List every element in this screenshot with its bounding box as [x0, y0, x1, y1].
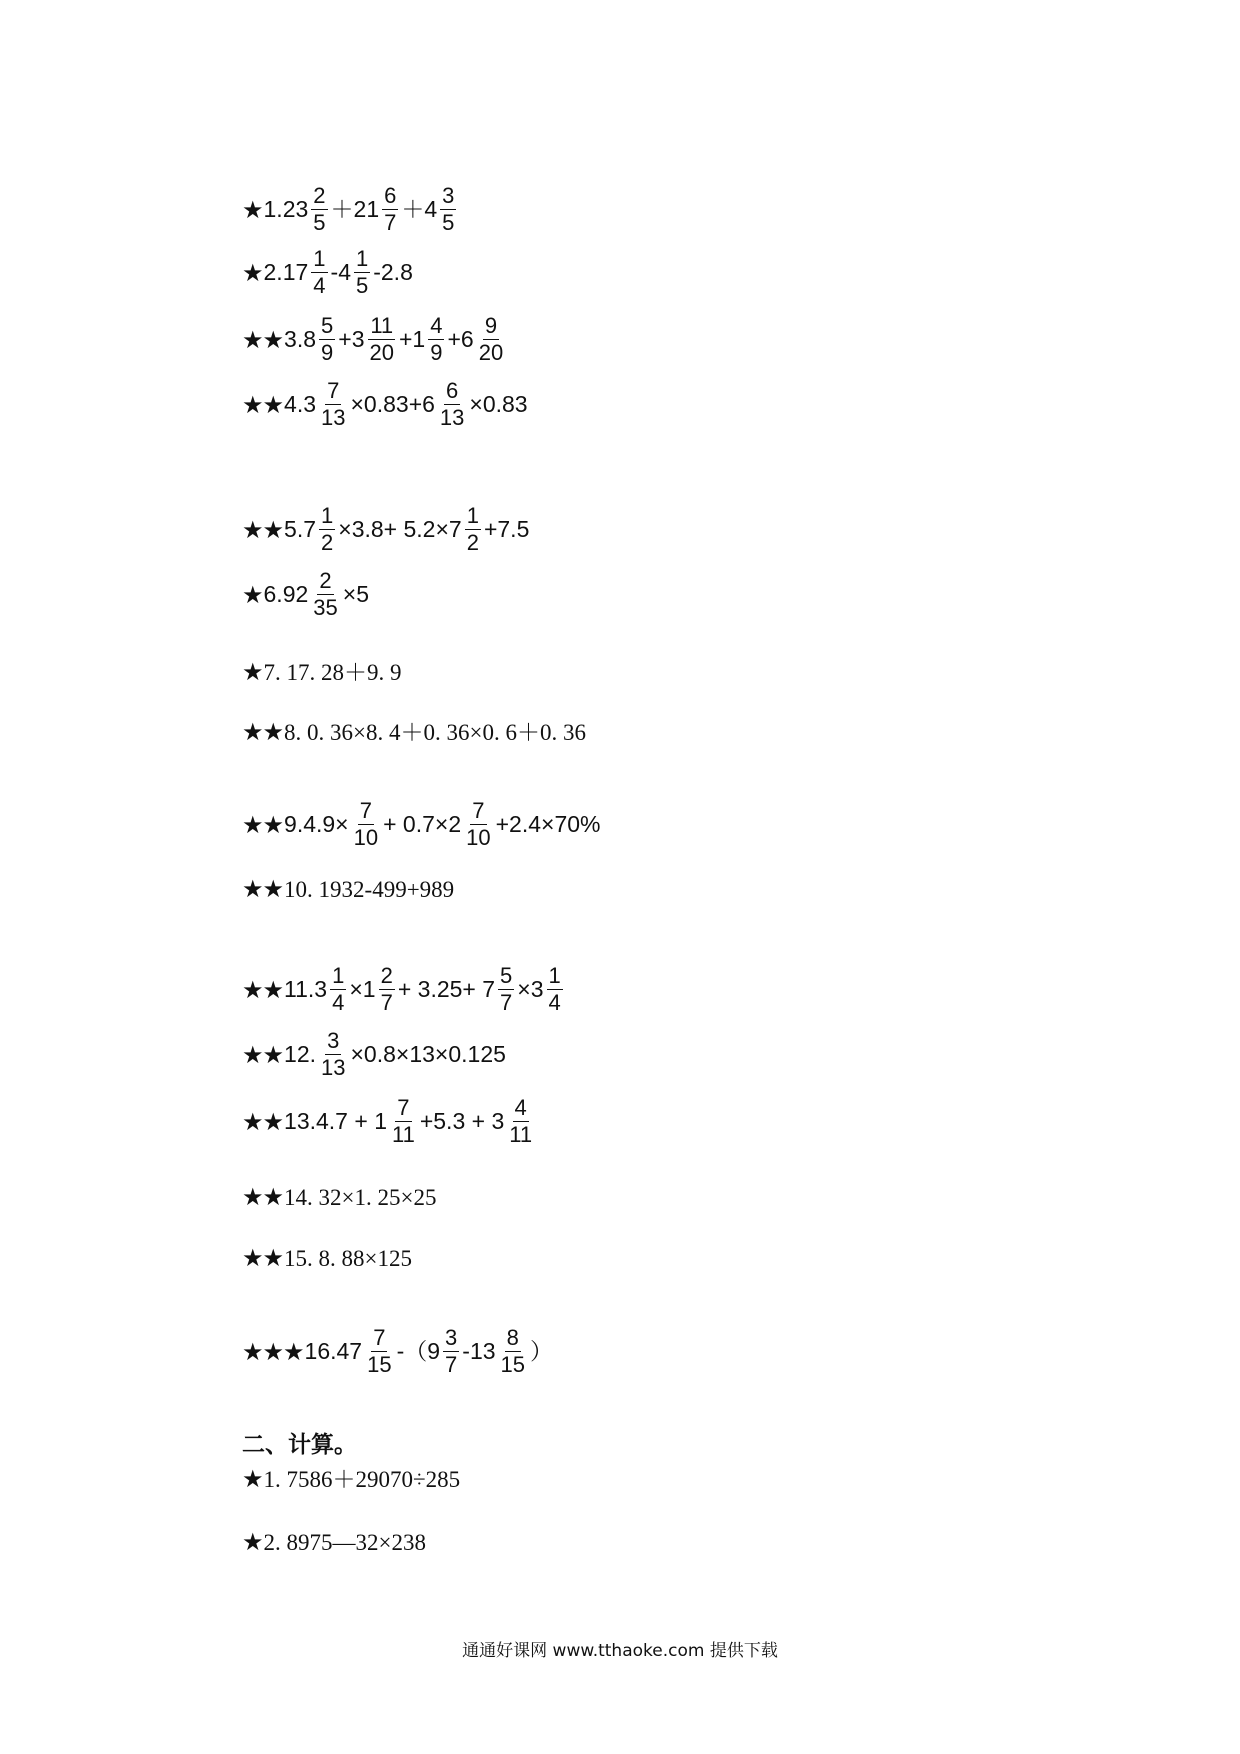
expression-text: -4	[330, 259, 351, 285]
difficulty-stars-icon: ★	[242, 258, 263, 287]
fraction-denominator: 20	[478, 340, 504, 365]
fraction	[382, 185, 398, 234]
difficulty-stars-icon: ★	[242, 1465, 263, 1493]
fraction-denominator: 5	[442, 210, 455, 235]
expression-text: -13	[462, 1338, 496, 1364]
fraction-denominator: 2	[321, 530, 334, 555]
expression-text: 2. 8975—32×238	[263, 1529, 426, 1555]
problem-2	[242, 248, 413, 297]
expression-text: 10. 1932-499+989	[284, 876, 455, 902]
fraction-numerator: 7	[373, 1325, 386, 1350]
problem-12	[242, 1030, 506, 1079]
fraction-denominator: 2	[466, 530, 479, 555]
fraction-numerator: 1	[332, 963, 345, 988]
expression-text: 7. 17. 28＋9. 9	[263, 659, 402, 685]
fraction-denominator: 4	[332, 990, 345, 1015]
fraction	[365, 1327, 393, 1376]
difficulty-stars-icon: ★	[242, 195, 263, 224]
fraction-numerator: 1	[548, 963, 561, 988]
difficulty-stars-icon: ★★★	[242, 1337, 304, 1366]
fraction-denominator: 13	[439, 405, 465, 430]
section-heading: 二、计算。	[242, 1432, 357, 1458]
difficulty-stars-icon: ★★	[242, 325, 284, 354]
fraction-numerator: 8	[506, 1325, 519, 1350]
fraction-numerator: 1	[466, 503, 479, 528]
problem-6	[242, 570, 369, 619]
expression-text: 13.4.7 + 1	[284, 1108, 387, 1134]
fraction	[465, 505, 481, 554]
fraction	[354, 248, 370, 297]
fraction-numerator: 7	[472, 798, 485, 823]
fraction	[443, 1327, 459, 1376]
fraction-numerator: 4	[514, 1095, 527, 1120]
difficulty-stars-icon: ★★	[242, 1183, 284, 1211]
fraction-numerator: 9	[484, 313, 498, 338]
difficulty-stars-icon: ★★	[242, 810, 284, 839]
fraction-denominator: 11	[509, 1122, 533, 1147]
problem-10	[242, 877, 454, 901]
difficulty-stars-icon: ★	[242, 658, 263, 686]
fraction-denominator: 7	[384, 210, 397, 235]
fraction	[440, 185, 456, 234]
fraction-denominator: 11	[391, 1122, 415, 1147]
expression-text: ×1	[349, 976, 376, 1002]
problem-1	[242, 185, 459, 234]
fraction-numerator: 1	[355, 246, 369, 271]
fraction-numerator: 6	[446, 378, 459, 403]
problem-9	[242, 800, 601, 849]
expression-text: +2.4×70%	[495, 811, 601, 837]
expression-text: 6.92	[263, 581, 309, 607]
expression-text: ×3.8+ 5.2×7	[338, 516, 462, 542]
fraction-numerator: 2	[319, 568, 332, 593]
fraction-denominator: 10	[353, 825, 379, 850]
fraction-denominator: 10	[466, 825, 491, 850]
expression-text: ＋4	[401, 196, 438, 222]
difficulty-stars-icon: ★★	[242, 975, 284, 1004]
difficulty-stars-icon: ★★	[242, 1040, 284, 1069]
fraction	[464, 800, 492, 849]
fraction-numerator: 7	[397, 1095, 410, 1120]
fraction-denominator: 7	[445, 1352, 458, 1377]
fraction-numerator: 1	[321, 503, 334, 528]
expression-text: -（9	[396, 1338, 441, 1364]
expression-text: +5.3 + 3	[419, 1108, 505, 1134]
fraction	[319, 380, 347, 429]
expression-text: +3	[338, 326, 365, 352]
difficulty-stars-icon: ★	[242, 580, 263, 609]
difficulty-stars-icon: ★★	[242, 1107, 284, 1136]
expression-text: 12.	[284, 1041, 317, 1067]
fraction	[390, 1097, 417, 1146]
expression-text: 8. 0. 36×8. 4＋0. 36×0. 6＋0. 36	[284, 719, 586, 745]
expression-text: +6	[447, 326, 474, 352]
fraction	[438, 380, 466, 429]
expression-text: ×0.83+6	[350, 391, 435, 417]
difficulty-stars-icon: ★★	[242, 515, 284, 544]
expression-text: 3.8	[284, 326, 317, 352]
problem-14	[242, 1185, 436, 1209]
fraction-denominator: 7	[500, 990, 513, 1015]
expression-text: 16.47	[304, 1338, 363, 1364]
fraction-numerator: 5	[321, 313, 334, 338]
fraction	[498, 965, 514, 1014]
problem-16	[242, 1327, 553, 1376]
fraction-numerator: 2	[313, 183, 326, 208]
expression-text: 11.3	[284, 976, 328, 1002]
expression-text: -2.8	[373, 259, 413, 285]
expression-text: +1	[398, 326, 426, 352]
fraction-numerator: 1	[313, 246, 326, 271]
expression-text: ×0.8×13×0.125	[350, 1041, 506, 1067]
problem-13	[242, 1097, 537, 1146]
fraction-numerator: 3	[327, 1028, 340, 1053]
difficulty-stars-icon: ★★	[242, 875, 284, 903]
problem-4	[242, 380, 528, 429]
fraction-numerator: 7	[327, 378, 340, 403]
fraction-denominator: 13	[321, 1055, 346, 1080]
expression-text: +7.5	[483, 516, 530, 542]
fraction-denominator: 7	[380, 990, 393, 1015]
difficulty-stars-icon: ★	[242, 1528, 263, 1556]
calc-problem-2	[242, 1530, 426, 1554]
fraction-denominator: 15	[367, 1352, 392, 1377]
problem-5	[242, 505, 529, 554]
expression-text: ×3	[517, 976, 544, 1002]
expression-text: ×5	[342, 581, 369, 607]
fraction	[319, 505, 335, 554]
fraction	[507, 1097, 534, 1146]
difficulty-stars-icon: ★★	[242, 390, 284, 419]
fraction-denominator: 5	[313, 210, 326, 235]
expression-text: 4.3	[284, 391, 317, 417]
fraction-denominator: 15	[500, 1352, 526, 1377]
fraction	[477, 315, 505, 364]
problem-15	[242, 1246, 412, 1270]
problem-11	[242, 965, 566, 1014]
fraction	[499, 1327, 527, 1376]
problem-8	[242, 720, 586, 744]
problem-3	[242, 315, 508, 364]
fraction-denominator: 5	[355, 273, 369, 298]
fraction	[368, 315, 396, 364]
fraction-denominator: 9	[321, 340, 334, 365]
fraction-denominator: 35	[313, 595, 338, 620]
fraction	[428, 315, 444, 364]
footer-text: 通通好课网 www.tthaoke.com 提供下载	[462, 1641, 778, 1661]
fraction-denominator: 13	[321, 405, 346, 430]
fraction-numerator: 7	[359, 798, 372, 823]
fraction-numerator: 6	[384, 183, 397, 208]
fraction-numerator: 4	[430, 313, 443, 338]
expression-text: 14. 32×1. 25×25	[284, 1184, 437, 1210]
fraction-denominator: 4	[548, 990, 561, 1015]
expression-text: 1. 7586＋29070÷285	[263, 1466, 461, 1492]
fraction	[311, 248, 327, 297]
fraction-numerator: 3	[442, 183, 455, 208]
expression-text: ×0.83	[469, 391, 528, 417]
expression-text: 9.4.9×	[284, 811, 349, 837]
fraction-numerator: 11	[370, 313, 394, 338]
fraction-numerator: 3	[445, 1325, 458, 1350]
difficulty-stars-icon: ★★	[242, 718, 284, 746]
fraction	[547, 965, 563, 1014]
expression-text: 5.7	[284, 516, 317, 542]
expression-text: ）	[530, 1338, 554, 1364]
fraction	[330, 965, 346, 1014]
fraction-numerator: 2	[380, 963, 393, 988]
fraction	[311, 570, 339, 619]
difficulty-stars-icon: ★★	[242, 1244, 284, 1272]
calc-problem-1	[242, 1467, 460, 1491]
fraction	[319, 1030, 347, 1079]
fraction-numerator: 5	[500, 963, 513, 988]
fraction	[319, 315, 335, 364]
fraction	[352, 800, 380, 849]
expression-text: 1.23	[263, 196, 309, 222]
fraction-denominator: 20	[369, 340, 394, 365]
expression-text: ＋21	[330, 196, 380, 222]
fraction	[379, 965, 395, 1014]
expression-text: 2.17	[263, 259, 309, 285]
fraction-denominator: 4	[313, 273, 326, 298]
fraction	[311, 185, 327, 234]
expression-text: 15. 8. 88×125	[284, 1245, 413, 1271]
problem-7	[242, 660, 402, 684]
expression-text: + 3.25+ 7	[397, 976, 496, 1002]
expression-text: + 0.7×2	[383, 811, 462, 837]
fraction-denominator: 9	[430, 340, 443, 365]
